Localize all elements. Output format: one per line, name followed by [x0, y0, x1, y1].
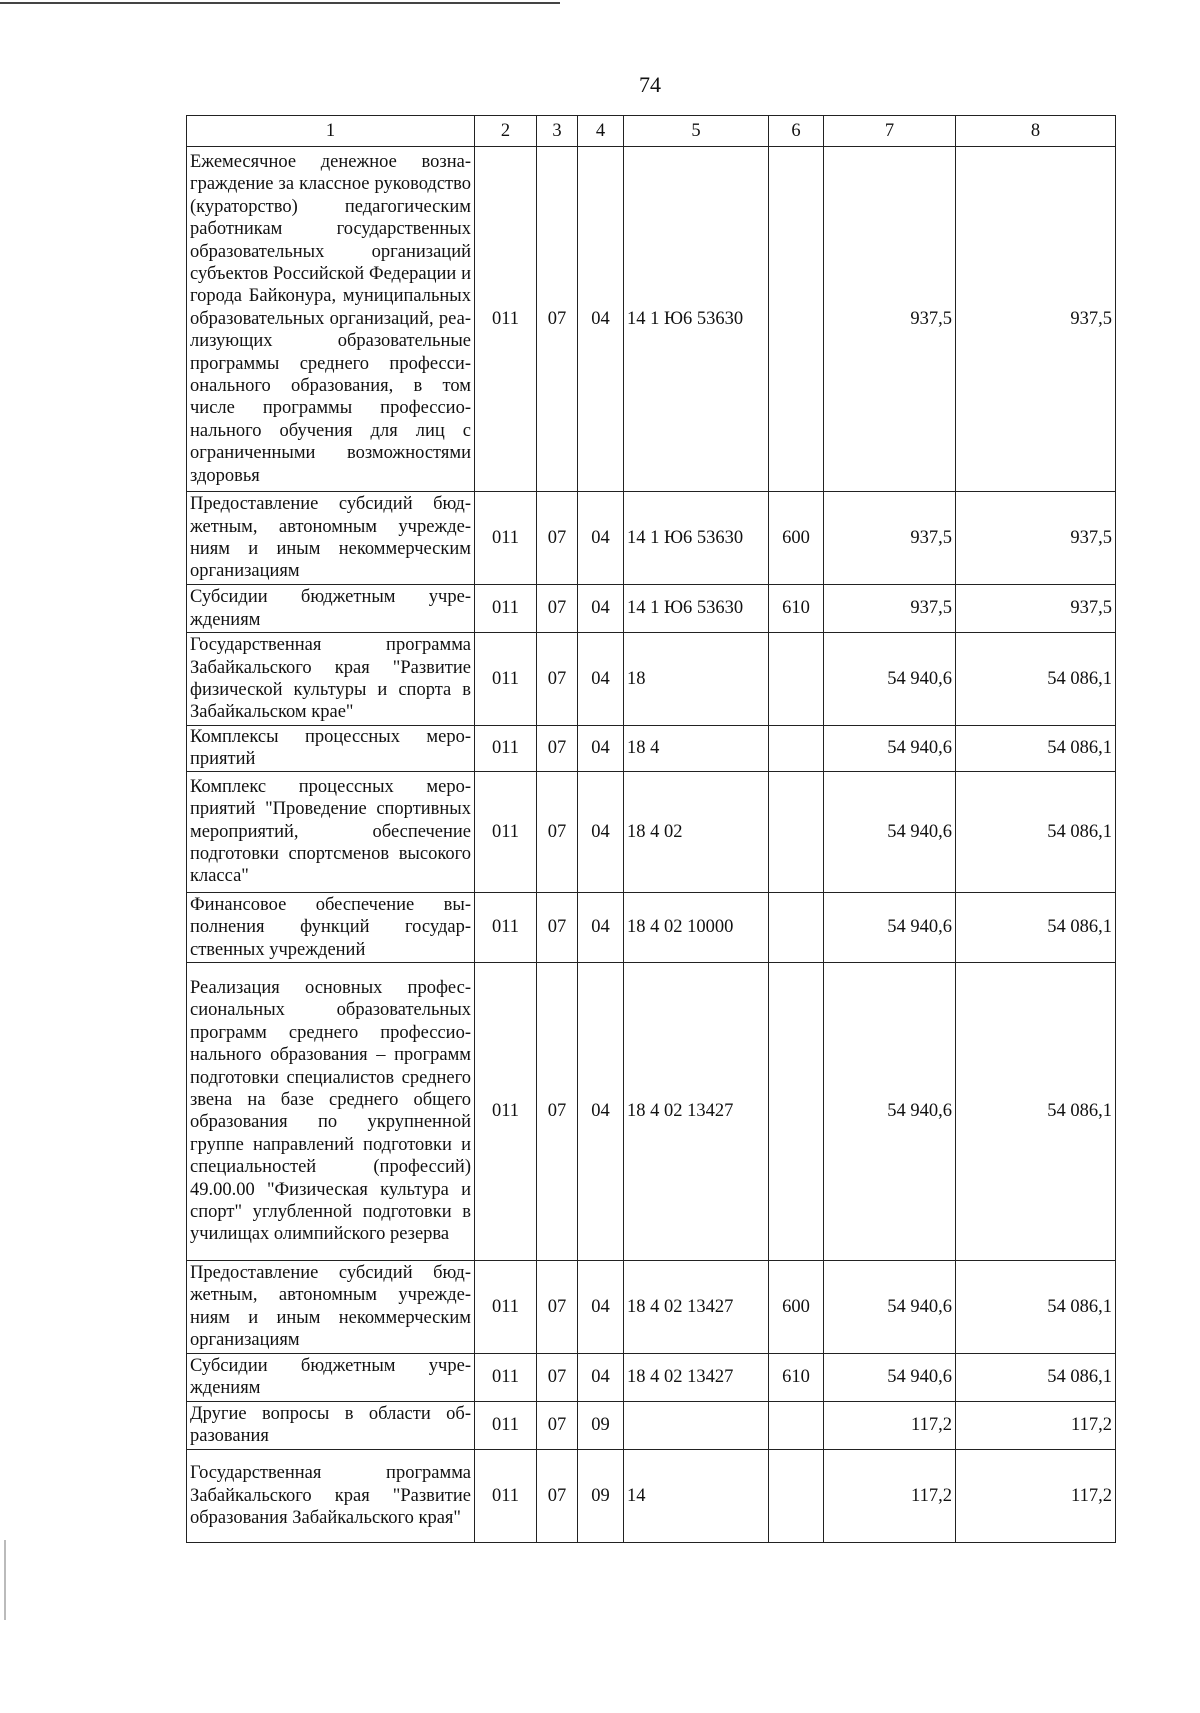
header-cell-subsection: 4: [578, 116, 624, 147]
row-expense-type: [769, 771, 824, 892]
table-row: [187, 633, 1116, 726]
header-row: [187, 116, 1116, 147]
row-target-article: 14: [624, 1449, 769, 1542]
header-cell-target-article: 5: [624, 116, 769, 147]
row-amount-year-1: 54 940,6: [824, 1260, 956, 1353]
row-target-article: 14 1 Ю6 53630: [624, 585, 769, 633]
table-row: [187, 1401, 1116, 1449]
row-amount-year-2: 54 086,1: [956, 771, 1116, 892]
row-section-code: 07: [537, 771, 578, 892]
row-expense-type: [769, 1449, 824, 1542]
row-ministry-code: 011: [475, 962, 537, 1260]
table-row: [187, 492, 1116, 585]
header-cell-expense-type: 6: [769, 116, 824, 147]
row-amount-year-2: 117,2: [956, 1449, 1116, 1542]
table-row: [187, 585, 1116, 633]
row-subsection-code: 04: [578, 633, 624, 726]
row-subsection-code: 04: [578, 585, 624, 633]
row-ministry-code: 011: [475, 726, 537, 772]
row-section-code: 07: [537, 585, 578, 633]
row-subsection-code: 04: [578, 962, 624, 1260]
row-name: Субсидии бюджетным учреждениям: [187, 1353, 475, 1401]
row-target-article: 18 4 02 10000: [624, 892, 769, 962]
row-target-article: 14 1 Ю6 53630: [624, 147, 769, 492]
row-name: Финансовое обеспечение выполнения функций государственных учреждений: [187, 892, 475, 962]
row-amount-year-1: 54 940,6: [824, 726, 956, 772]
row-name: Реализация основных профессиональных образовательных программ среднего профессионального образования – программ подготовки специалистов среднего звена на базе среднего общего образования по укрупненной группе направлений подготовки и специальностей (профессий) 49.00.00 "Физическая культура и спорт" углубленной подготовки в училищах олимпийского резерва: [187, 962, 475, 1260]
row-ministry-code: 011: [475, 1353, 537, 1401]
row-expense-type: [769, 962, 824, 1260]
row-name: Субсидии бюджетным учреждениям: [187, 585, 475, 633]
page-number: 74: [639, 72, 661, 97]
row-expense-type: 600: [769, 492, 824, 585]
row-subsection-code: 04: [578, 147, 624, 492]
row-name: Предоставление субсидий бюджетным, автономным учреждениям и иным некоммерческим организациям: [187, 1260, 475, 1353]
row-amount-year-2: 54 086,1: [956, 1260, 1116, 1353]
row-name: Ежемесячное денежное вознаграждение за классное руководство (кураторство) педагогическим работникам государственных образовательных организаций субъектов Российской Федерации и города Байконура, муниципальных образовательных организаций, реализующих образовательные программы среднего профессионального образования, в том числе программы профессионального обучения для лиц с ограниченными возможностями здоровья: [187, 147, 475, 492]
row-name: Другие вопросы в области образования: [187, 1401, 475, 1449]
row-section-code: 07: [537, 492, 578, 585]
row-name: Комплекс процессных мероприятий "Проведение спортивных мероприятий, обеспечение подготовки спортсменов высокого класса": [187, 771, 475, 892]
row-section-code: 07: [537, 1449, 578, 1542]
row-expense-type: 600: [769, 1260, 824, 1353]
header-cell-section: 3: [537, 116, 578, 147]
row-section-code: 07: [537, 1353, 578, 1401]
row-amount-year-2: 937,5: [956, 147, 1116, 492]
scan-margin-mark: [4, 1540, 6, 1620]
header-cell-year-1: 7: [824, 116, 956, 147]
table-row: [187, 1260, 1116, 1353]
row-expense-type: [769, 726, 824, 772]
table-row: [187, 771, 1116, 892]
row-amount-year-2: 54 086,1: [956, 633, 1116, 726]
row-expense-type: 610: [769, 1353, 824, 1401]
row-amount-year-1: 937,5: [824, 492, 956, 585]
row-amount-year-1: 117,2: [824, 1449, 956, 1542]
row-name: Государственная программа Забайкальского края "Развитие физической культуры и спорта в Забайкальском крае": [187, 633, 475, 726]
row-section-code: 07: [537, 892, 578, 962]
budget-table: [186, 115, 1116, 1543]
row-amount-year-1: 54 940,6: [824, 633, 956, 726]
row-section-code: 07: [537, 962, 578, 1260]
row-ministry-code: 011: [475, 585, 537, 633]
row-ministry-code: 011: [475, 1449, 537, 1542]
table-row: [187, 1353, 1116, 1401]
table-row: [187, 1449, 1116, 1542]
row-name: Государственная программа Забайкальского края "Развитие образования Забайкальского края": [187, 1449, 475, 1542]
row-amount-year-2: 117,2: [956, 1401, 1116, 1449]
row-target-article: 18 4: [624, 726, 769, 772]
row-section-code: 07: [537, 1401, 578, 1449]
row-amount-year-2: 937,5: [956, 492, 1116, 585]
row-name: Комплексы процессных мероприятий: [187, 726, 475, 772]
table-row: [187, 726, 1116, 772]
header-cell-ministry: 2: [475, 116, 537, 147]
row-section-code: 07: [537, 1260, 578, 1353]
row-subsection-code: 04: [578, 892, 624, 962]
row-amount-year-1: 937,5: [824, 585, 956, 633]
scan-top-edge: [0, 2, 560, 4]
row-target-article: 18 4 02 13427: [624, 1260, 769, 1353]
row-subsection-code: 04: [578, 1353, 624, 1401]
row-ministry-code: 011: [475, 1401, 537, 1449]
row-ministry-code: 011: [475, 147, 537, 492]
row-expense-type: [769, 633, 824, 726]
row-expense-type: [769, 147, 824, 492]
row-ministry-code: 011: [475, 892, 537, 962]
row-target-article: 18: [624, 633, 769, 726]
row-expense-type: [769, 1401, 824, 1449]
table-row: [187, 147, 1116, 492]
row-ministry-code: 011: [475, 633, 537, 726]
row-target-article: 18 4 02 13427: [624, 962, 769, 1260]
row-expense-type: 610: [769, 585, 824, 633]
row-amount-year-1: 937,5: [824, 147, 956, 492]
row-subsection-code: 04: [578, 726, 624, 772]
row-amount-year-1: 117,2: [824, 1401, 956, 1449]
row-subsection-code: 09: [578, 1401, 624, 1449]
row-ministry-code: 011: [475, 771, 537, 892]
table-row: [187, 962, 1116, 1260]
row-amount-year-1: 54 940,6: [824, 1353, 956, 1401]
table-row: [187, 892, 1116, 962]
row-target-article: [624, 1401, 769, 1449]
row-subsection-code: 04: [578, 1260, 624, 1353]
row-section-code: 07: [537, 147, 578, 492]
row-section-code: 07: [537, 726, 578, 772]
row-target-article: 14 1 Ю6 53630: [624, 492, 769, 585]
row-section-code: 07: [537, 633, 578, 726]
row-subsection-code: 09: [578, 1449, 624, 1542]
row-name: Предоставление субсидий бюджетным, автономным учреждениям и иным некоммерческим организациям: [187, 492, 475, 585]
row-ministry-code: 011: [475, 1260, 537, 1353]
header-cell-year-2: 8: [956, 116, 1116, 147]
row-amount-year-1: 54 940,6: [824, 892, 956, 962]
row-amount-year-2: 937,5: [956, 585, 1116, 633]
row-amount-year-2: 54 086,1: [956, 1353, 1116, 1401]
row-amount-year-2: 54 086,1: [956, 892, 1116, 962]
row-subsection-code: 04: [578, 492, 624, 585]
row-target-article: 18 4 02: [624, 771, 769, 892]
row-amount-year-1: 54 940,6: [824, 962, 956, 1260]
row-amount-year-2: 54 086,1: [956, 962, 1116, 1260]
table-body: [187, 147, 1116, 1543]
row-target-article: 18 4 02 13427: [624, 1353, 769, 1401]
row-subsection-code: 04: [578, 771, 624, 892]
row-ministry-code: 011: [475, 492, 537, 585]
row-expense-type: [769, 892, 824, 962]
row-amount-year-1: 54 940,6: [824, 771, 956, 892]
header-cell-name: 1: [187, 116, 475, 147]
row-amount-year-2: 54 086,1: [956, 726, 1116, 772]
